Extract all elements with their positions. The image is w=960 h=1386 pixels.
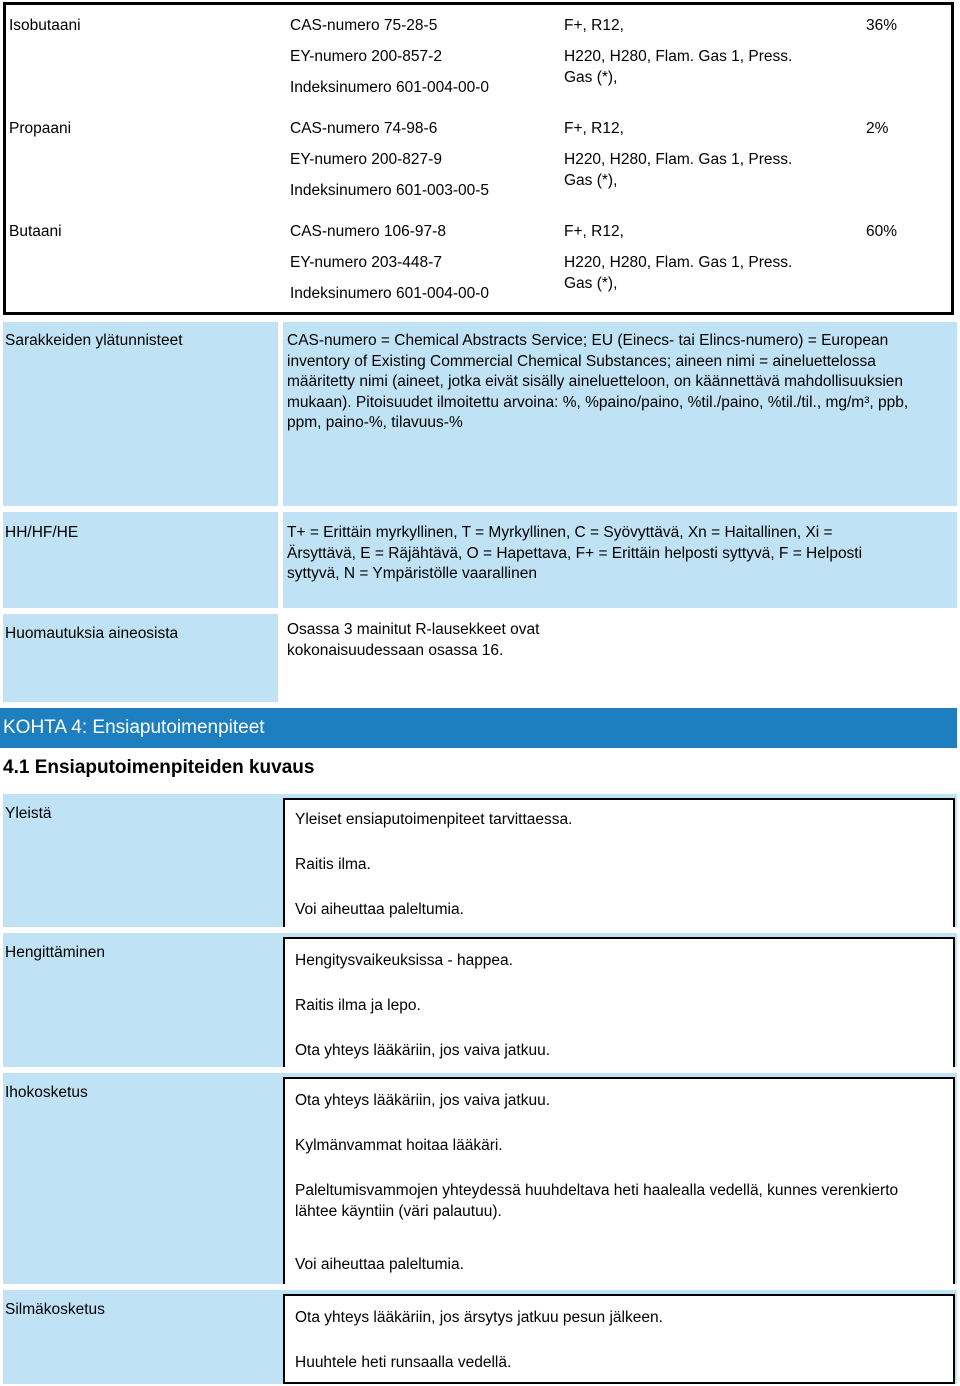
remarks-label: Huomautuksia aineosista: [5, 625, 179, 642]
index-number: Indeksinumero 601-004-00-0: [290, 285, 490, 302]
first-aid-row-eye: [3, 1290, 957, 1384]
first-aid-line: Hengitysvaikeuksissa - happea.: [295, 952, 513, 969]
section-4-1-title: 4.1 Ensiaputoimenpiteiden kuvaus: [3, 757, 315, 778]
ey-number: EY-numero 200-827-9: [290, 151, 442, 168]
ey-number: EY-numero 200-857-2: [290, 48, 442, 65]
substance-name: Propaani: [9, 120, 72, 137]
hazard-text: T+ = Erittäin myrkyllinen, T = Myrkyllinen, C = Syövyttävä, Xn = Haitallinen, Xi = Ärsyttävä, E = Räjähtävä, O = Hapettava, F+ = Erittäin helposti syttyvä, F = Helposti syttyvä, N = Ympäristölle vaarallinen: [287, 524, 863, 582]
concentration: 60%: [866, 223, 898, 240]
section-4-title: KOHTA 4: Ensiaputoimenpiteet: [3, 717, 265, 738]
substance-name: Butaani: [9, 223, 62, 240]
substance-name: Isobutaani: [9, 17, 81, 34]
first-aid-label: Ihokosketus: [5, 1084, 88, 1101]
ey-number: EY-numero 203-448-7: [290, 254, 442, 271]
first-aid-line: Voi aiheuttaa paleltumia.: [295, 1256, 464, 1273]
first-aid-label: Silmäkosketus: [5, 1301, 105, 1318]
first-aid-content: [283, 1077, 955, 1284]
first-aid-line: Ota yhteys lääkäriin, jos ärsytys jatkuu pesun jälkeen.: [295, 1309, 663, 1326]
first-aid-line: Raitis ilma ja lepo.: [295, 997, 421, 1014]
substance-table: [3, 2, 954, 315]
index-number: Indeksinumero 601-004-00-0: [290, 79, 490, 96]
first-aid-row-general: [3, 794, 957, 927]
concentration: 36%: [866, 17, 898, 34]
classification-h-cont: Gas (*),: [564, 275, 618, 292]
classification-h: H220, H280, Flam. Gas 1, Press.: [564, 254, 793, 271]
first-aid-line: Voi aiheuttaa paleltumia.: [295, 901, 464, 918]
first-aid-line: Paleltumisvammojen yhteydessä huuhdeltava heti haalealla vedellä, kunnes verenkierto lähtee käyntiin (väri palautuu).: [295, 1182, 899, 1220]
first-aid-row-inhalation: [3, 933, 957, 1067]
column-headers-label: Sarakkeiden ylätunnisteet: [5, 332, 183, 349]
first-aid-row-skin: [3, 1073, 957, 1284]
classification-r: F+, R12,: [564, 120, 624, 137]
first-aid-line: Kylmänvammat hoitaa lääkäri.: [295, 1137, 503, 1154]
first-aid-line: Raitis ilma.: [295, 856, 371, 873]
classification-h: H220, H280, Flam. Gas 1, Press.: [564, 151, 793, 168]
first-aid-line: Yleiset ensiaputoimenpiteet tarvittaessa.: [295, 811, 573, 828]
first-aid-content: [283, 798, 955, 927]
first-aid-line: Ota yhteys lääkäriin, jos vaiva jatkuu.: [295, 1042, 551, 1059]
hazard-label: HH/HF/HE: [5, 524, 79, 541]
concentration: 2%: [866, 120, 889, 137]
first-aid-line: Ota yhteys lääkäriin, jos vaiva jatkuu.: [295, 1092, 551, 1109]
classification-r: F+, R12,: [564, 17, 624, 34]
cas-number: CAS-numero 106-97-8: [290, 223, 446, 240]
first-aid-label: Hengittäminen: [5, 944, 105, 961]
classification-h-cont: Gas (*),: [564, 172, 618, 189]
first-aid-label: Yleistä: [5, 805, 52, 822]
index-number: Indeksinumero 601-003-00-5: [290, 182, 490, 199]
first-aid-content: [283, 1294, 955, 1384]
classification-h-cont: Gas (*),: [564, 69, 618, 86]
cas-number: CAS-numero 74-98-6: [290, 120, 438, 137]
classification-h: H220, H280, Flam. Gas 1, Press.: [564, 48, 793, 65]
section-4-header: [0, 708, 957, 748]
remarks-text: Osassa 3 mainitut R-lausekkeet ovat kokonaisuudessaan osassa 16.: [287, 621, 540, 659]
classification-r: F+, R12,: [564, 223, 624, 240]
cas-number: CAS-numero 75-28-5: [290, 17, 438, 34]
column-headers-text: CAS-numero = Chemical Abstracts Service; EU (Einecs- tai Elincs-numero) = European inventory of Existing Commercial Chemical Substances; aineen nimi = aineluettelossa määritetty nimi (aineet, jotka eivät sisälly aineluetteloon, on käännettävä mahdollisuuksien mukaan). Pitoisuudet ilmoitettu arvoina: %, %paino/paino, %til./paino, %til./til., mg/m³, ppb, ppm, paino-%, tilavuus-%: [287, 332, 909, 431]
first-aid-content: [283, 937, 955, 1067]
first-aid-line: Huuhtele heti runsaalla vedellä.: [295, 1354, 512, 1371]
